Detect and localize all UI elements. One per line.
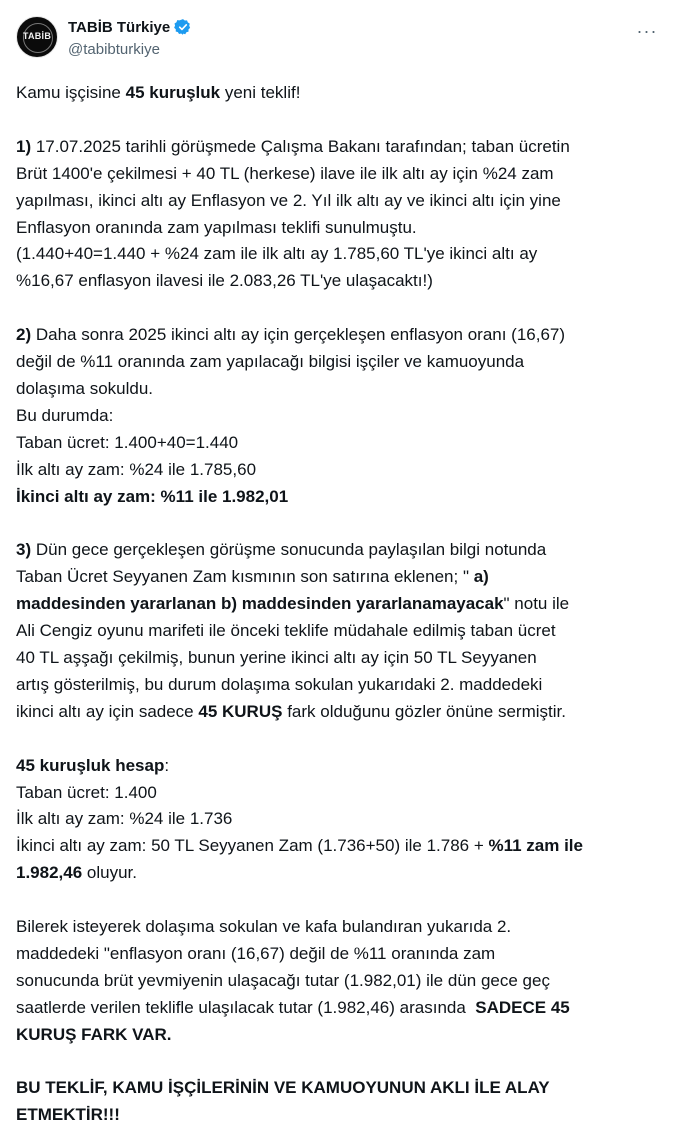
tweet-header bbox=[16, 12, 660, 68]
more-horizontal-icon[interactable]: ··· bbox=[636, 20, 658, 41]
s1-line-2: Brüt 1400'e çekilmesi + 40 TL (herkese) ilave ile ilk altı ay için %24 zam bbox=[16, 163, 554, 183]
s4-line-3 bbox=[16, 833, 660, 860]
s6-line-1 bbox=[16, 1075, 660, 1102]
author-display-name[interactable]: TABİB Türkiye bbox=[68, 18, 171, 36]
text-span: 17.07.2025 tarihli görüşmede Çalışma Bakanı tarafından; taban ücretin bbox=[31, 136, 570, 156]
s3-line-6: artış gösterilmiş, bu durum dolaşıma sokulan yukarıdaki 2. maddedeki bbox=[16, 674, 543, 694]
text-span: : bbox=[164, 755, 170, 775]
bold-span: KURUŞ FARK VAR. bbox=[16, 1024, 172, 1044]
s5-line-4 bbox=[16, 995, 660, 1022]
s5-line-5 bbox=[16, 1022, 660, 1049]
s3-line-7 bbox=[16, 699, 660, 726]
s2-line-6: İlk altı ay zam: %24 ile 1.785,60 bbox=[16, 459, 257, 479]
bold-span: %11 zam ile bbox=[488, 836, 583, 856]
s3-line-4: Ali Cengiz oyunu marifeti ile önceki teklife müdahale edilmiş taban ücret bbox=[16, 621, 556, 641]
bold-span: ETMEKTİR!!! bbox=[16, 1105, 120, 1125]
s4-line-2: İlk altı ay zam: %24 ile 1.736 bbox=[16, 809, 233, 829]
text-span: ikinci altı ay için sadece bbox=[16, 701, 199, 721]
text-span: Kamu işçisine bbox=[16, 83, 126, 102]
text-span: saatlerde verilen teklifle ulaşılacak tutar (1.982,46) arasında bbox=[16, 997, 476, 1017]
s5-line-1: Bilerek isteyerek dolaşıma sokulan ve kafa bulandıran yukarıda 2. bbox=[16, 917, 512, 937]
s6-line-2 bbox=[16, 1102, 660, 1129]
s4-title bbox=[16, 753, 660, 780]
text-span: Daha sonra 2025 ikinci altı ay için gerçekleşen enflasyon oranı (16,67) bbox=[31, 325, 566, 345]
bold-span: 45 KURUŞ bbox=[198, 701, 283, 721]
verified-badge-icon[interactable] bbox=[174, 18, 192, 36]
text-span: " notu ile bbox=[503, 594, 570, 614]
s4-line-1: Taban ücret: 1.400 bbox=[16, 782, 157, 802]
s5-line-2: maddedeki "enflasyon oranı (16,67) değil de %11 oranında zam bbox=[16, 943, 496, 963]
section-number: 3) bbox=[16, 540, 32, 560]
s2-line-5: Taban ücret: 1.400+40=1.440 bbox=[16, 432, 239, 452]
s1-line-6: %16,67 enflasyon ilavesi ile 2.083,26 TL'ye ulaşacaktı!) bbox=[16, 271, 433, 291]
text-span: İkinci altı ay zam: 50 TL Seyyanen Zam (1.736+50) ile 1.786 + bbox=[16, 836, 489, 856]
bold-span: 45 kuruşluk bbox=[125, 83, 221, 102]
avatar-logo-text: TABİB bbox=[22, 31, 52, 41]
bold-span: maddesinden yararlanan b) maddesinden yararlanamayacak bbox=[16, 594, 504, 614]
bold-span: SADECE 45 bbox=[475, 997, 570, 1017]
text-span: Dün gece gerçekleşen görüşme sonucunda paylaşılan bilgi notunda bbox=[31, 540, 547, 560]
s2-line-7 bbox=[16, 484, 660, 511]
s1-line-1 bbox=[16, 134, 660, 161]
text-span: Taban Ücret Seyyanen Zam kısmının son satırına eklenen; " bbox=[16, 567, 474, 587]
tweet-text bbox=[16, 80, 660, 1129]
s1-line-4: Enflasyon oranında zam yapılması teklifi sunulmuştu. bbox=[16, 217, 417, 237]
s1-line-5: (1.440+40=1.440 + %24 zam ile ilk altı ay 1.785,60 TL'ye ikinci altı ay bbox=[16, 244, 538, 264]
s3-line-5: 40 TL aşşağı çekilmiş, bunun yerine ikinci altı ay için 50 TL Seyyanen bbox=[16, 647, 537, 667]
s1-line-3: yapılması, ikinci altı ay Enflasyon ve 2. Yıl ilk altı ay ve ikinci altı için yine bbox=[16, 190, 561, 210]
text-span: fark olduğunu gözler önüne sermiştir. bbox=[282, 701, 566, 721]
s3-line-1 bbox=[16, 537, 660, 564]
s3-line-3 bbox=[16, 591, 660, 618]
s5-line-3: sonucunda brüt yevmiyenin ulaşacağı tutar (1.982,01) ile dün gece geç bbox=[16, 970, 550, 990]
author-name-row[interactable] bbox=[68, 18, 192, 36]
bold-span: 45 kuruşluk hesap bbox=[16, 755, 165, 775]
section-number: 1) bbox=[16, 136, 32, 156]
bold-span: a) bbox=[473, 567, 489, 587]
text-span: yeni teklif! bbox=[220, 83, 301, 102]
s3-line-2 bbox=[16, 564, 660, 591]
section-number: 2) bbox=[16, 325, 32, 345]
s4-line-4 bbox=[16, 860, 660, 887]
avatar[interactable] bbox=[16, 16, 58, 58]
text-span: oluyur. bbox=[82, 863, 137, 883]
bold-span: BU TEKLİF, KAMU İŞÇİLERİNİN VE KAMUOYUNUN AKLI İLE ALAY bbox=[16, 1078, 550, 1098]
bold-span: 1.982,46 bbox=[16, 863, 83, 883]
s2-line-4: Bu durumda: bbox=[16, 405, 114, 425]
s2-line-1 bbox=[16, 322, 660, 349]
intro-line bbox=[16, 80, 660, 107]
s2-line-2: değil de %11 oranında zam yapılacağı bilgisi işçiler ve kamuoyunda bbox=[16, 352, 525, 372]
s2-line-3: dolaşıma sokuldu. bbox=[16, 378, 154, 398]
author-handle[interactable]: @tabibturkiye bbox=[68, 41, 160, 58]
bold-span: İkinci altı ay zam: %11 ile 1.982,01 bbox=[16, 486, 289, 506]
